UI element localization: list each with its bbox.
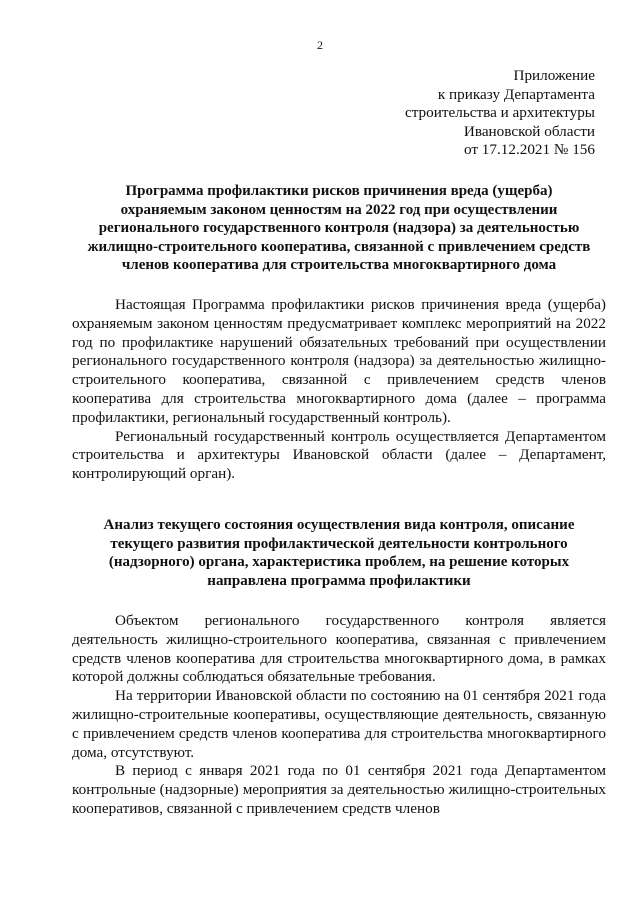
heading-line: (надзорного) органа, характеристика проблем, на решение которых	[108, 554, 570, 571]
annex-line: от 17.12.2021 № 156	[463, 141, 595, 158]
body-paragraph: Объектом регионального государственного контроля является деятельность жилищно-строительного кооператива, связанная с привлечением средств членов кооператива для строительства многоквартирного дома, в рамках которой должны соблюдаться обязательные требования.	[72, 612, 606, 686]
annex-line: Ивановской области	[463, 122, 595, 140]
title-line: жилищно-строительного кооператива, связанной с привлечением средств	[87, 238, 591, 255]
heading-line: Анализ текущего состояния осуществления вида контроля, описание	[103, 517, 575, 533]
title-line: охраняемым законом ценностям на 2022 год при осуществлении	[120, 201, 558, 218]
title-line: регионального государственного контроля (надзора) за деятельностью	[98, 220, 580, 237]
body-paragraph: На территории Ивановской области по состоянию на 01 сентября 2021 года жилищно-строительные кооперативы, осуществляющие деятельность, связанную с привлечением средств членов кооператива для строительства многоквартирного дома, отсутствуют.	[72, 687, 606, 761]
analysis-section	[72, 612, 606, 819]
page-number: 2	[317, 38, 323, 52]
title-line: членов кооператива для строительства многоквартирного дома	[121, 257, 557, 274]
program-title	[72, 182, 606, 275]
intro-section	[72, 296, 606, 484]
title-line: Программа профилактики рисков причинения вреда (ущерба)	[125, 183, 553, 199]
body-paragraph: Региональный государственный контроль осуществляется Департаментом строительства и архитектуры Ивановской области (далее – Департамент, контролирующий орган).	[72, 427, 606, 483]
section-heading-analysis	[72, 516, 606, 590]
annex-line: Приложение	[513, 67, 595, 84]
body-paragraph: Настоящая Программа профилактики рисков причинения вреда (ущерба) охраняемым законом ценностям предусматривает комплекс мероприятий на 2022 год по профилактике нарушений обязательных требований при осуществлении регионального государственного контроля (надзора) за деятельностью жилищно-строительного кооператива, связанной с привлечением средств членов кооператива для строительства многоквартирного дома (далее – программа профилактики, региональный государственный контроль).	[72, 296, 606, 426]
body-paragraph: В период с января 2021 года по 01 сентября 2021 года Департаментом контрольные (надзорные) мероприятия за деятельностью жилищно-строительных кооперативов, связанной с привлечением средств членов	[72, 762, 606, 817]
heading-line: текущего развития профилактической деятельности контрольного	[110, 535, 568, 552]
annex-line: строительства и архитектуры	[404, 104, 595, 121]
heading-line: направлена программа профилактики	[207, 572, 471, 589]
annex-block	[295, 67, 595, 160]
annex-line: к приказу Департамента	[437, 85, 595, 103]
